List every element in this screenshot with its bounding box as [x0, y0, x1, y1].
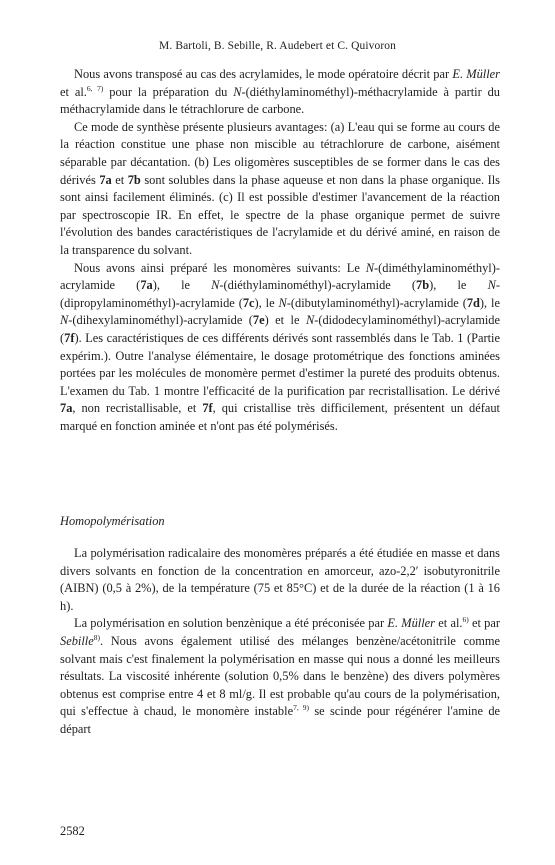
italic-n: N [233, 84, 242, 99]
reference-superscript: 8) [93, 632, 100, 642]
compound-label: 7f [202, 401, 213, 416]
reference-superscript: 7, 9) [293, 703, 310, 713]
reference-superscript: 6) [462, 615, 469, 625]
text-run: pour la préparation du [103, 84, 234, 99]
text-run: ), le [429, 278, 488, 293]
text-run: Ce mode de synthèse présente plusieurs avantages: (a) L'eau qui se forme au cours de la réaction constitue une phase non miscible au tétrachlorure de carbone, aisément séparable par décantation. (b) Les oligomères susceptibles de se former dans le cas des dérivés [60, 119, 500, 187]
italic-n: N [60, 313, 69, 328]
author-name-italic: E. Müller [452, 67, 500, 81]
compound-label: 7e [252, 313, 265, 328]
page-number: 2582 [60, 824, 85, 838]
compound-label: 7b [416, 278, 430, 293]
paragraph-5 [60, 615, 500, 738]
text-run: sont solubles dans la phase aqueuse et non dans la phase organique. Ils sont ainsi facilement éliminés. (c) Il est possible d'estimer l'avancement de la réaction par spectroscopie IR. En effet, le spectre de la phase organique permet de suivre l'évolution des bandes caractéristiques de l'acrylamide et du dérivé aminé, en raison de la transparence du solvant. [60, 172, 501, 257]
text-run: et [111, 172, 128, 187]
compound-label: 7f [64, 330, 75, 345]
text-run: La polymérisation radicalaire des monomères préparés a été étudiée en masse et dans divers solvants en fonction de la concentration en amorceur, azo-2,2′ isobutyronitrile (AIBN) (0,5 à 2%), de la température (75 et 85°C) et de la durée de la réaction (1 à 16 h). [60, 546, 500, 613]
text-run: . Nous avons également utilisé des mélanges benzène/acétonitrile comme solvant mais c'est finalement la polymérisation en masse qui nous a donné les meilleurs résultats. La viscosité inhérente (solution 0,5% dans le benzène) des divers polymères obtenus est comprise entre 4 et 8 ml/g. Il est probable qu'au cours de la polymérisation, qui s'effectue à chaud, le monomère instable [60, 633, 500, 719]
text-run: ), le [152, 278, 212, 293]
compound-label: 7d [466, 295, 480, 310]
italic-n: N [487, 278, 496, 293]
intro-text-block [60, 66, 500, 435]
text-run: se scinde pour régénérer l'amine de départ [60, 704, 501, 736]
paragraph-1 [60, 66, 500, 119]
text-run: ) et le [264, 313, 306, 328]
compound-label: 7c [242, 295, 255, 310]
text-run: -(didodecylaminométhyl)-acrylamide ( [60, 313, 500, 345]
italic-n: N [365, 260, 375, 275]
paragraph-2 [60, 119, 500, 260]
italic-n: N [305, 313, 315, 328]
text-run: -(diéthylaminométhyl)-acrylamide ( [219, 278, 417, 293]
running-head-authors: M. Bartoli, B. Sebille, R. Audebert et C. Quivoron [159, 40, 396, 52]
section-text-block [60, 545, 500, 739]
text-run: La polymérisation en solution benzènique a été préconisée par [74, 616, 388, 631]
compound-label: 7a [99, 172, 112, 187]
italic-n: N [211, 278, 220, 293]
compound-label: 7a [140, 278, 153, 293]
section-heading-homopolymerisation: Homopolymérisation [60, 514, 165, 528]
author-name-italic: Sebille [60, 633, 94, 648]
paragraph-4 [60, 545, 500, 615]
text-run: Nous avons ainsi préparé les monomères suivants: Le [74, 260, 366, 275]
reference-superscript: 6, 7) [86, 83, 104, 93]
text-run: , non recristallisable, et [72, 401, 203, 416]
text-run: -(dibutylaminométhyl)-acrylamide ( [286, 295, 467, 310]
text-run: Nous avons transposé au cas des acrylamides, le mode opératoire décrit par [74, 67, 453, 81]
compound-label: 7b [127, 172, 141, 187]
author-name-italic: E. Müller [387, 616, 436, 631]
text-run: , qui cristallise très difficilement, présentent un défaut marqué en fonction aminée et n'ont pas été polymérisés. [60, 401, 500, 433]
text-run: ). Les caractéristiques de ces différents dérivés sont rassemblés dans le Tab. 1 (Partie expérim.). Outre l'analyse élémentaire, le dosage protométrique des fonctions aminées portées par les molécules de monomère permet d'estimer la pureté des produits obtenus. L'examen du Tab. 1 montre l'efficacité de la purification par recristallisation. Le dérivé [60, 330, 500, 398]
italic-n: N [278, 295, 287, 310]
text-run: et al. [60, 84, 87, 99]
text-run: ), le [479, 295, 500, 310]
compound-label: 7a [60, 401, 73, 416]
text-run: -(dihexylaminométhyl)-acrylamide ( [68, 313, 253, 328]
paragraph-3 [60, 260, 500, 436]
text-run: et al. [435, 616, 463, 631]
text-run: -(diméthylaminométhyl)-acrylamide ( [60, 260, 500, 293]
text-run: et par [468, 616, 500, 631]
text-run: ), le [254, 295, 279, 310]
text-run: -(dipropylaminométhyl)-acrylamide ( [60, 278, 500, 310]
text-run: -(diéthylaminométhyl)-méthacrylamide à partir du méthacrylamide dans le tétrachlorure de carbone. [60, 84, 500, 117]
